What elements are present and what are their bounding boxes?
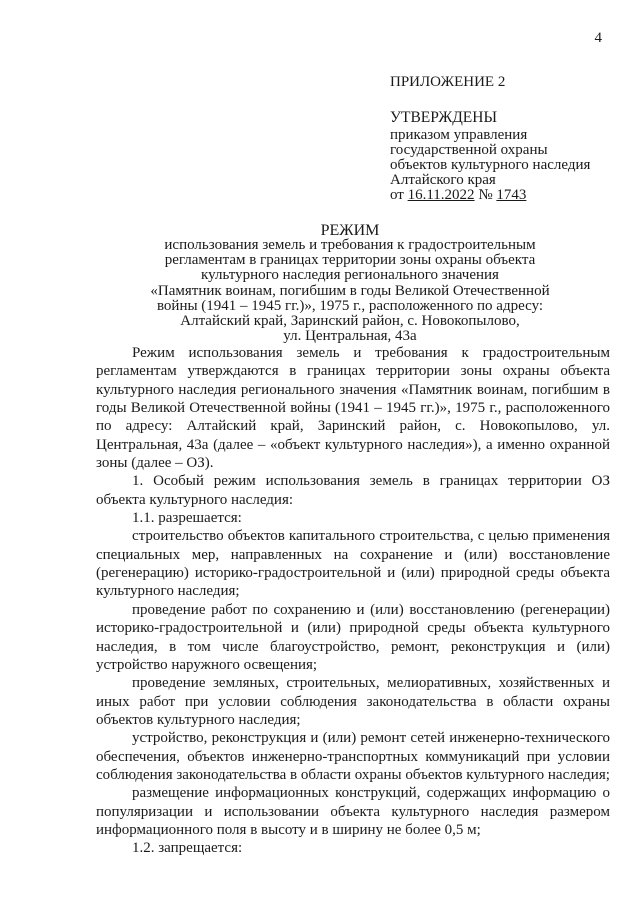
body-paragraph: проведение земляных, строительных, мелиоративных, хозяйственных и иных работ при условии соблюдения законодательства в области охраны объектов культурного наследия; bbox=[96, 675, 610, 728]
body-paragraph: проведение работ по сохранению и (или) восстановлению (регенерации) историко-градостроительной и (или) природной среды объекта культурного наследия, в том числе благоустройство, ремонт, реконструкция и (или) устройство наружного освещения; bbox=[96, 601, 610, 673]
approval-line: объектов культурного наследия bbox=[390, 157, 591, 173]
approval-line: приказом управления bbox=[390, 127, 528, 143]
subtitle-line: регламентам в границах территории зоны охраны объекта bbox=[164, 252, 536, 269]
body-paragraph: размещение информационных конструкций, содержащих информацию о популяризации и использовании объекта культурного наследия размером информационного поля в высоту и в ширину не более 0,5 м; bbox=[96, 785, 610, 838]
order-date: 16.11.2022 bbox=[407, 187, 475, 203]
body-paragraph: 1. Особый режим использования земель в границах территории ОЗ объекта культурного наследия: bbox=[96, 473, 610, 508]
order-number: 1743 bbox=[496, 187, 527, 203]
number-prefix: № bbox=[478, 187, 493, 203]
approval-date-line bbox=[390, 188, 590, 203]
page-number: 4 bbox=[594, 30, 602, 46]
date-prefix: от bbox=[390, 187, 404, 203]
body-paragraph: Режим использования земель и требования к градостроительным регламентам утверждаются в границах территории зоны охраны объекта культурного наследия регионального значения «Памятник воинам, погибшим в годы Великой Отечественной войны (1941 – 1945 гг.)», 1975 г., расположенного по адресу: Алтайский край, Заринский район, с. Новокопылово, ул. Центральная, 43а (далее – «объект культурного наследия»), а именно охранной зоны (далее – ОЗ). bbox=[96, 345, 610, 472]
document-subtitle bbox=[120, 238, 580, 344]
document-body bbox=[96, 344, 610, 858]
approval-block bbox=[390, 110, 590, 203]
subtitle-line: войны (1941 – 1945 гг.)», 1975 г., расположенного по адресу: bbox=[156, 297, 544, 314]
body-paragraph: 1.1. разрешается: bbox=[132, 510, 242, 527]
body-paragraph: строительство объектов капитального строительства, с целью применения специальных мер, направленных на сохранение и (или) восстановление (регенерацию) историко-градостроительной и (или) природной среды объекта культурного наследия; bbox=[96, 528, 610, 600]
approval-line: Алтайского края bbox=[390, 172, 496, 188]
body-paragraph: устройство, реконструкция и (или) ремонт сетей инженерно-технического обеспечения, объектов инженерно-транспортных коммуникаций при условии соблюдения законодательства в области охраны объектов культурного наследия; bbox=[96, 730, 610, 783]
subtitle-line: использования земель и требования к градостроительным bbox=[164, 237, 536, 253]
subtitle-line: «Памятник воинам, погибшим в годы Великой Отечественной bbox=[150, 282, 550, 299]
body-paragraph: 1.2. запрещается: bbox=[132, 840, 243, 857]
subtitle-line: ул. Центральная, 43а bbox=[283, 328, 417, 345]
approval-heading: УТВЕРЖДЕНЫ bbox=[390, 109, 497, 126]
document-title: РЕЖИМ bbox=[320, 222, 380, 239]
approval-line: государственной охраны bbox=[390, 142, 548, 158]
subtitle-line: культурного наследия регионального значения bbox=[201, 267, 499, 284]
appendix-label: ПРИЛОЖЕНИЕ 2 bbox=[390, 74, 506, 90]
subtitle-line: Алтайский край, Заринский район, с. Новокопылово, bbox=[180, 313, 520, 330]
